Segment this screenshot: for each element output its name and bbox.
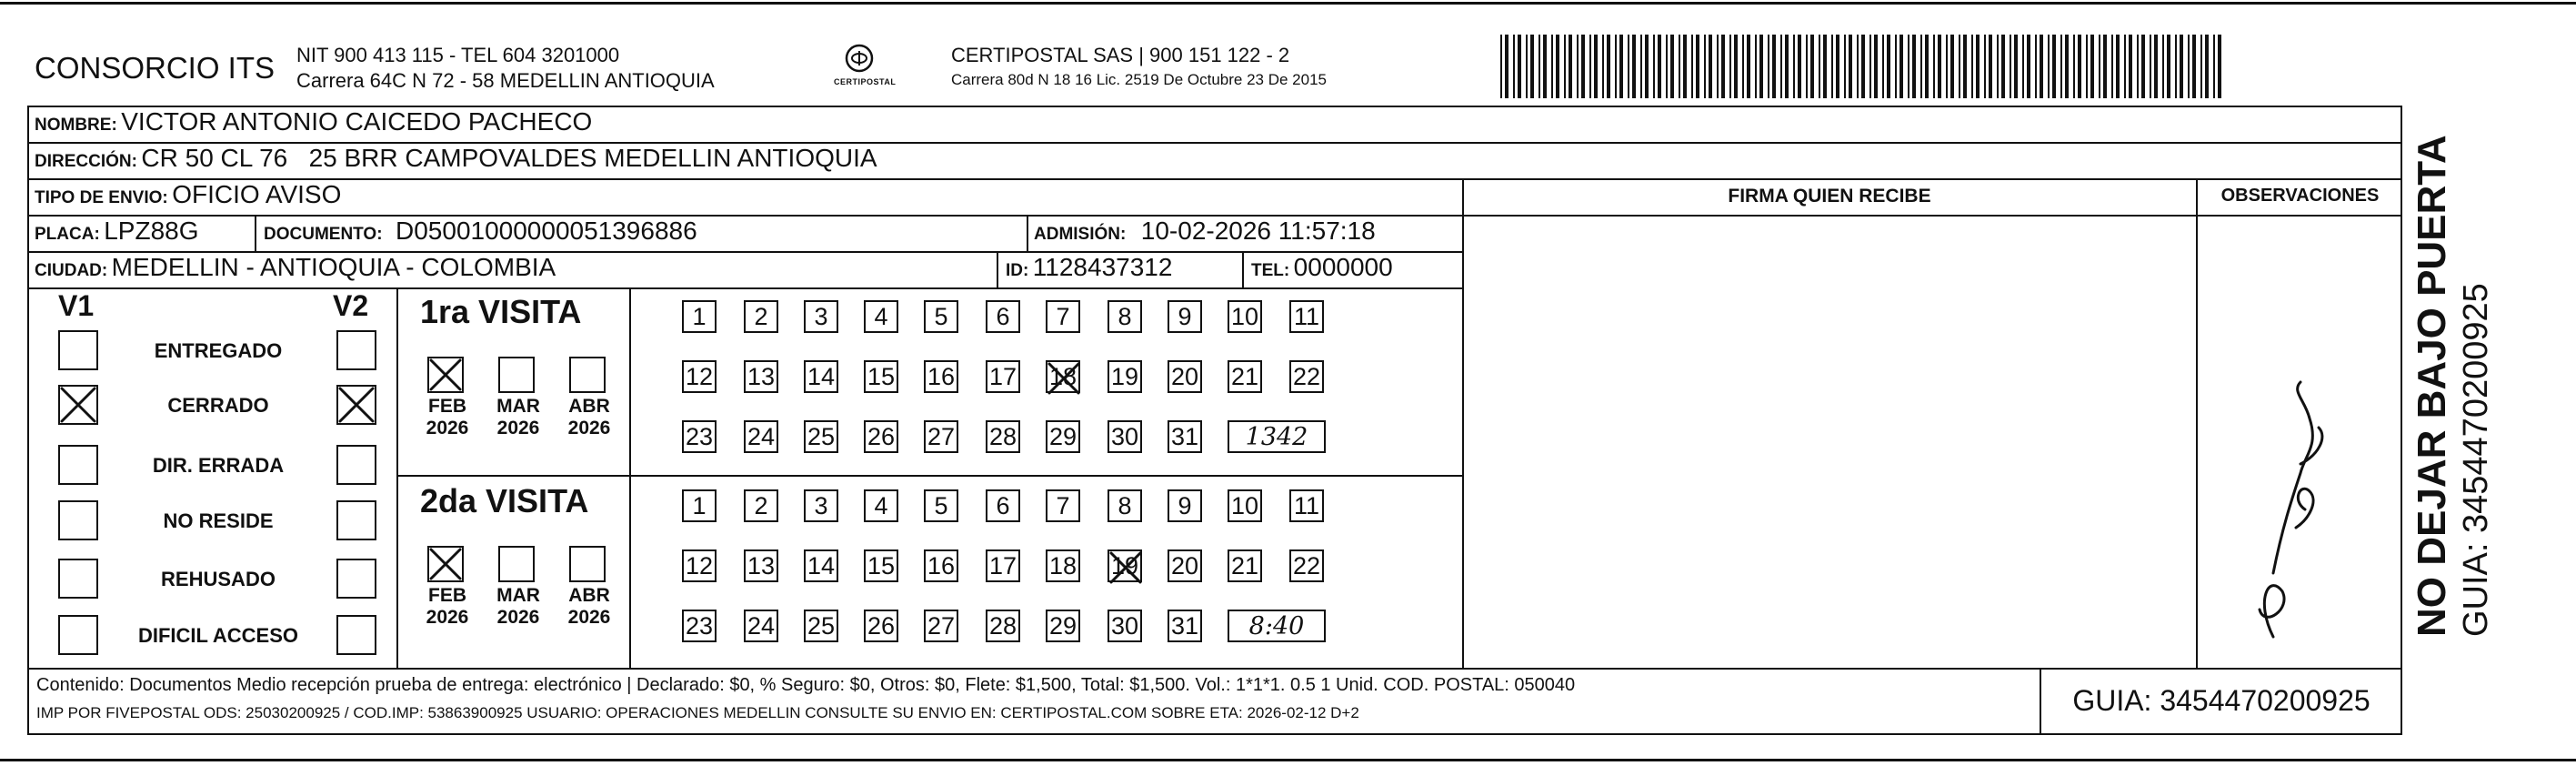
visit1-day-box[interactable]: 24 <box>744 420 778 453</box>
x-mark-icon <box>427 546 464 582</box>
visit1-day-box[interactable]: 26 <box>864 420 898 453</box>
row-divider <box>27 287 1464 289</box>
visit1-day-box[interactable]: 5 <box>924 300 958 333</box>
visit2-day-box[interactable]: 16 <box>924 549 958 582</box>
ciudad-value: MEDELLIN - ANTIOQUIA - COLOMBIA <box>111 253 556 281</box>
visit1-day-box[interactable]: 6 <box>986 300 1020 333</box>
placa-label: PLACA: <box>35 225 100 244</box>
visit1-month-checkbox[interactable] <box>569 357 606 393</box>
visit2-month-checkbox[interactable] <box>427 546 464 582</box>
visit2-day-box[interactable]: 22 <box>1289 549 1324 582</box>
x-mark-icon <box>427 357 464 393</box>
v2-checkbox[interactable] <box>336 330 376 370</box>
tipo-row <box>35 180 341 209</box>
visit1-day-box[interactable]: 22 <box>1289 360 1324 393</box>
col-divider <box>1462 178 1464 670</box>
id-value: 1128437312 <box>1032 253 1173 281</box>
side-guia: GUIA: 3454470200925 <box>2457 283 2495 637</box>
visit1-day-box[interactable]: 30 <box>1108 420 1142 453</box>
visit1-day-box[interactable]: 23 <box>682 420 717 453</box>
visit2-day-box[interactable]: 8 <box>1108 489 1142 522</box>
v2-checkbox[interactable] <box>336 385 376 425</box>
visit1-day-box[interactable]: 12 <box>682 360 717 393</box>
v2-header: V2 <box>333 289 369 322</box>
visit2-day-box[interactable]: 9 <box>1168 489 1202 522</box>
visit1-month-year: 2026 <box>496 418 540 438</box>
visit2-day-box[interactable]: 15 <box>864 549 898 582</box>
signature-icon <box>2219 364 2346 646</box>
tipo-label: TIPO DE ENVIO: <box>35 188 168 207</box>
nombre-label: NOMBRE: <box>35 116 117 135</box>
ciudad-label: CIUDAD: <box>35 261 108 280</box>
barcode <box>1500 35 2224 98</box>
visit2-day-box[interactable]: 23 <box>682 610 717 642</box>
visit1-day-box[interactable]: 25 <box>804 420 838 453</box>
visit2-day-box[interactable]: 14 <box>804 549 838 582</box>
certipostal-logo <box>832 40 897 91</box>
v1-checkbox[interactable] <box>58 500 98 540</box>
reason-label: DIR. ERRADA <box>152 454 285 477</box>
footer-guia: GUIA: 3454470200925 <box>2072 684 2371 717</box>
top-edge-line <box>0 2 2576 5</box>
visit2-day-box[interactable]: 31 <box>1168 610 1202 642</box>
visit2-day-box[interactable]: 27 <box>924 610 958 642</box>
v2-checkbox[interactable] <box>336 445 376 485</box>
visit1-day-box[interactable]: 1 <box>682 300 717 333</box>
visit2-day-box[interactable]: 11 <box>1289 489 1324 522</box>
v1-checkbox[interactable] <box>58 330 98 370</box>
company-name: CONSORCIO ITS <box>35 51 276 85</box>
tipo-value: OFICIO AVISO <box>172 180 342 208</box>
visit2-day-box[interactable]: 19 <box>1108 549 1142 582</box>
x-mark-icon <box>1108 549 1144 586</box>
footer-line1: Contenido: Documentos Medio recepción prueba de entrega: electrónico | Declarado: $0, % Seguro: $0, Otros: $0, Flete: $1,500, Total: $1,500. Vol.: 1*1*1. 0.5 1 Unid. COD. POSTAL: 050040 <box>36 675 1576 695</box>
visit1-day-box[interactable]: 14 <box>804 360 838 393</box>
admision-label: ADMISIÓN: <box>1034 225 1127 244</box>
visit2-title: 2da VISITA <box>420 482 589 519</box>
logo-text: CERTIPOSTAL <box>834 77 897 86</box>
visit1-day-box[interactable]: 2 <box>744 300 778 333</box>
visit1-title: 1ra VISITA <box>420 293 582 330</box>
visit1-time-box[interactable]: 1342 <box>1228 420 1326 453</box>
visit2-month-year: 2026 <box>496 607 540 628</box>
row-divider <box>27 178 2402 180</box>
visit2-day-box[interactable]: 2 <box>744 489 778 522</box>
ciudad-cell <box>35 253 556 282</box>
visit2-day-box[interactable]: 21 <box>1228 549 1262 582</box>
certipostal-address: Carrera 80d N 18 16 Lic. 2519 De Octubre 23 De 2015 <box>951 71 1327 88</box>
visit2-day-box[interactable]: 18 <box>1046 549 1080 582</box>
visit1-day-box[interactable]: 28 <box>986 420 1020 453</box>
visit2-month-label: ABR <box>568 585 610 606</box>
visit1-day-box[interactable]: 7 <box>1046 300 1080 333</box>
visit1-day-box[interactable]: 4 <box>864 300 898 333</box>
documento-cell <box>264 217 697 246</box>
visit1-month-label: FEB <box>428 396 466 417</box>
tel-value: 0000000 <box>1293 253 1393 281</box>
reason-label: DIFICIL ACCESO <box>137 624 298 647</box>
visit1-day-box[interactable]: 17 <box>986 360 1020 393</box>
footer-line2: IMP POR FIVEPOSTAL ODS: 25030200925 / COD.IMP: 53863900925 USUARIO: OPERACIONES MEDELLIN CONSULTE SU ENVIO EN: CERTIPOSTAL.COM SOBRE ETA: 2026-02-12 D+2 <box>36 704 1359 721</box>
visit2-time-box[interactable]: 8:40 <box>1228 610 1326 642</box>
visit1-day-box[interactable]: 3 <box>804 300 838 333</box>
visit1-month-label: MAR <box>496 396 540 417</box>
bottom-edge-line <box>0 759 2576 761</box>
visit1-day-box[interactable]: 15 <box>864 360 898 393</box>
visit2-month-label: FEB <box>428 585 466 606</box>
v1-checkbox[interactable] <box>58 615 98 655</box>
col-divider <box>2196 178 2198 670</box>
reason-label: REHUSADO <box>161 568 276 590</box>
barcode-icon <box>1500 35 2224 98</box>
visit2-day-box[interactable]: 6 <box>986 489 1020 522</box>
direccion-label: DIRECCIÓN: <box>35 152 137 171</box>
visit-divider <box>396 287 398 670</box>
v2-checkbox[interactable] <box>336 500 376 540</box>
reason-label: NO RESIDE <box>163 509 274 532</box>
x-mark-icon <box>336 385 376 425</box>
col-header-line <box>1462 215 2402 217</box>
certipostal-id: CERTIPOSTAL SAS | 900 151 122 - 2 <box>951 44 1290 66</box>
visit2-day-box[interactable]: 25 <box>804 610 838 642</box>
visit-divider-h <box>396 475 1464 477</box>
nit-tel: NIT 900 413 115 - TEL 604 3201000 <box>296 44 620 66</box>
admision-cell <box>1034 217 1376 246</box>
side-text <box>2410 91 2510 637</box>
visit2-day-box[interactable]: 26 <box>864 610 898 642</box>
visit2-day-box[interactable]: 13 <box>744 549 778 582</box>
direccion-row <box>35 144 877 173</box>
visit1-day-box[interactable]: 9 <box>1168 300 1202 333</box>
visit2-month-checkbox[interactable] <box>569 546 606 582</box>
visit2-day-box[interactable]: 3 <box>804 489 838 522</box>
observaciones-header: OBSERVACIONES <box>2220 186 2380 206</box>
visit1-day-box[interactable]: 27 <box>924 420 958 453</box>
nombre-row <box>35 107 592 136</box>
visit2-day-box[interactable]: 10 <box>1228 489 1262 522</box>
col-divider <box>255 215 256 253</box>
documento-label: DOCUMENTO: <box>264 225 383 244</box>
v1-checkbox[interactable] <box>58 385 98 425</box>
reason-label: CERRADO <box>167 394 269 417</box>
visit2-month-label: MAR <box>496 585 540 606</box>
visit1-day-box[interactable]: 21 <box>1228 360 1262 393</box>
v1-header: V1 <box>58 289 95 322</box>
tel-label: TEL: <box>1251 261 1290 280</box>
visit1-day-box[interactable]: 10 <box>1228 300 1262 333</box>
firma-header: FIRMA QUIEN RECIBE <box>1728 186 1931 207</box>
visit1-month-checkbox[interactable] <box>427 357 464 393</box>
visit2-day-box[interactable]: 7 <box>1046 489 1080 522</box>
placa-cell <box>35 217 199 246</box>
visit1-day-box[interactable]: 19 <box>1108 360 1142 393</box>
visit1-month-checkbox[interactable] <box>498 357 535 393</box>
visit2-day-box[interactable]: 28 <box>986 610 1020 642</box>
visit2-day-box[interactable]: 4 <box>864 489 898 522</box>
visit1-day-box[interactable]: 11 <box>1289 300 1324 333</box>
visit2-month-year: 2026 <box>567 607 611 628</box>
visit2-day-box[interactable]: 12 <box>682 549 717 582</box>
visit1-day-box[interactable]: 29 <box>1046 420 1080 453</box>
visit2-month-year: 2026 <box>426 607 469 628</box>
visit1-month-label: ABR <box>568 396 610 417</box>
visit1-day-box[interactable]: 16 <box>924 360 958 393</box>
col-divider <box>997 251 998 289</box>
visit2-day-box[interactable]: 1 <box>682 489 717 522</box>
col-divider <box>1027 215 1028 253</box>
company-address: Carrera 64C N 72 - 58 MEDELLIN ANTIOQUIA <box>296 69 715 92</box>
visit2-day-box[interactable]: 24 <box>744 610 778 642</box>
tel-cell <box>1251 253 1393 282</box>
visit2-month-checkbox[interactable] <box>498 546 535 582</box>
visit1-month-year: 2026 <box>426 418 469 438</box>
id-cell <box>1006 253 1172 282</box>
visit1-day-box[interactable]: 31 <box>1168 420 1202 453</box>
v1-checkbox[interactable] <box>58 445 98 485</box>
admision-value: 10-02-2026 11:57:18 <box>1140 217 1376 245</box>
visit2-day-box[interactable]: 30 <box>1108 610 1142 642</box>
v2-checkbox[interactable] <box>336 615 376 655</box>
side-warning: NO DEJAR BAJO PUERTA <box>2410 135 2454 637</box>
visit2-day-box[interactable]: 20 <box>1168 549 1202 582</box>
direccion-value: CR 50 CL 76 25 BRR CAMPOVALDES MEDELLIN ANTIOQUIA <box>141 144 877 172</box>
visit2-day-box[interactable]: 29 <box>1046 610 1080 642</box>
x-mark-icon <box>58 385 98 425</box>
visit1-day-box[interactable]: 20 <box>1168 360 1202 393</box>
signature <box>2219 364 2346 646</box>
documento-value: D05001000000051396886 <box>396 217 697 245</box>
visit1-day-box[interactable]: 8 <box>1108 300 1142 333</box>
id-label: ID: <box>1006 261 1029 280</box>
col-divider <box>1242 251 1244 289</box>
reason-label: ENTREGADO <box>154 339 283 362</box>
visit1-day-box[interactable]: 13 <box>744 360 778 393</box>
visit1-day-box[interactable]: 18 <box>1046 360 1080 393</box>
visit2-day-box[interactable]: 17 <box>986 549 1020 582</box>
placa-value: LPZ88G <box>104 217 199 245</box>
visit2-day-box[interactable]: 5 <box>924 489 958 522</box>
visit1-month-year: 2026 <box>567 418 611 438</box>
v1-checkbox[interactable] <box>58 559 98 599</box>
visit-divider <box>629 287 631 670</box>
v2-checkbox[interactable] <box>336 559 376 599</box>
nombre-value: VICTOR ANTONIO CAICEDO PACHECO <box>121 107 593 136</box>
x-mark-icon <box>1046 360 1082 397</box>
